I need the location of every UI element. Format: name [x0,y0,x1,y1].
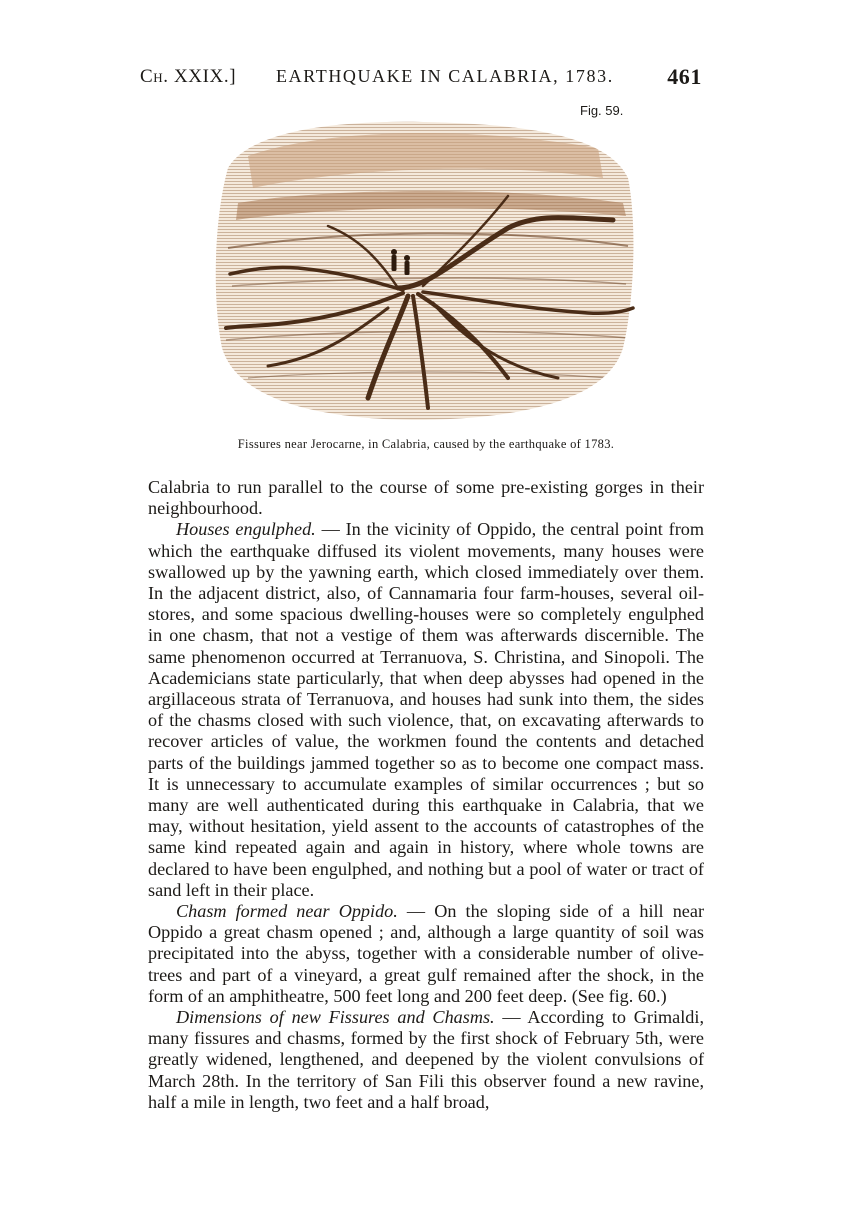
running-title: EARTHQUAKE IN CALABRIA, 1783. [276,66,614,86]
body-text [148,477,704,1113]
paragraph [148,901,704,1007]
paragraph-text: Calabria to run parallel to the course of some pre-existing gorges in their neighbourhood. [148,477,704,519]
figure-caption: Fissures near Jerocarne, in Calabria, caused by the earthquake of 1783. [237,437,615,451]
chapter-marker: Ch. XXIX.] [140,66,237,87]
figure-label: Fig. 59. [580,103,624,118]
running-head [140,64,702,94]
paragraph-text: — In the vicinity of Oppido, the central point from which the earthquake diffused its violent movements, many houses were swallowed up by the yawning earth, which closed immediately over them. In the adjacent district, also, of Cannamaria four farm-houses, several oil-stores, and some spacious dwelling-houses were so completely engulphed in one chasm, that not a vestige of them was afterwards discernible. The same phenomenon occurred at Terranuova, S. Christina, and Sinopoli. The Academicians state particularly, that when deep abysses had opened in the argillaceous strata of Terranuova, and houses had sunk into them, the sides of the chasms closed with such violence, that, on excavating afterwards to recover articles of value, the workmen found the contents and detached parts of the buildings jammed together so as to become one compact mass. It is unnecessary to accumulate examples of similar occurrences ; but so many are well authenticated during this earthquake in Calabria, that we may, without hesitation, yield assent to the accounts of catastrophes of the same kind repeated again and again in history, where whole towns are declared to have been engulphed, and nothing but a pool of water or tract of sand left in their place. [148,519,705,900]
fissure-illustration [208,108,638,426]
paragraph-text: — According to Grimaldi, many fissures and chasms, formed by the first shock of February 5th, were greatly widened, lengthened, and deepened by the violent convulsions of March 28th. In the territory of San Fili this observer found a new ravine, half a mile in length, two feet and a half broad, [148,1007,704,1112]
paragraph-heading: Dimensions of new Fissures and Chasms. [176,1007,495,1028]
paragraph [148,1007,704,1113]
paragraph [148,519,704,901]
page-number: 461 [667,64,702,89]
paragraph-text: — On the sloping side of a hill near Oppido a great chasm opened ; and, although a large quantity of soil was precipitated into the abyss, together with a considerable number of olive-trees and part of a vineyard, a great gulf remained after the shock, in the form of an amphitheatre, 500 feet long and 200 feet deep. (See fig. 60.) [148,901,704,1006]
paragraph [148,477,704,519]
paragraph-heading: Chasm formed near Oppido. [176,901,398,922]
paragraph-heading: Houses engulphed. [176,519,316,540]
engraving-fissures [208,108,638,426]
